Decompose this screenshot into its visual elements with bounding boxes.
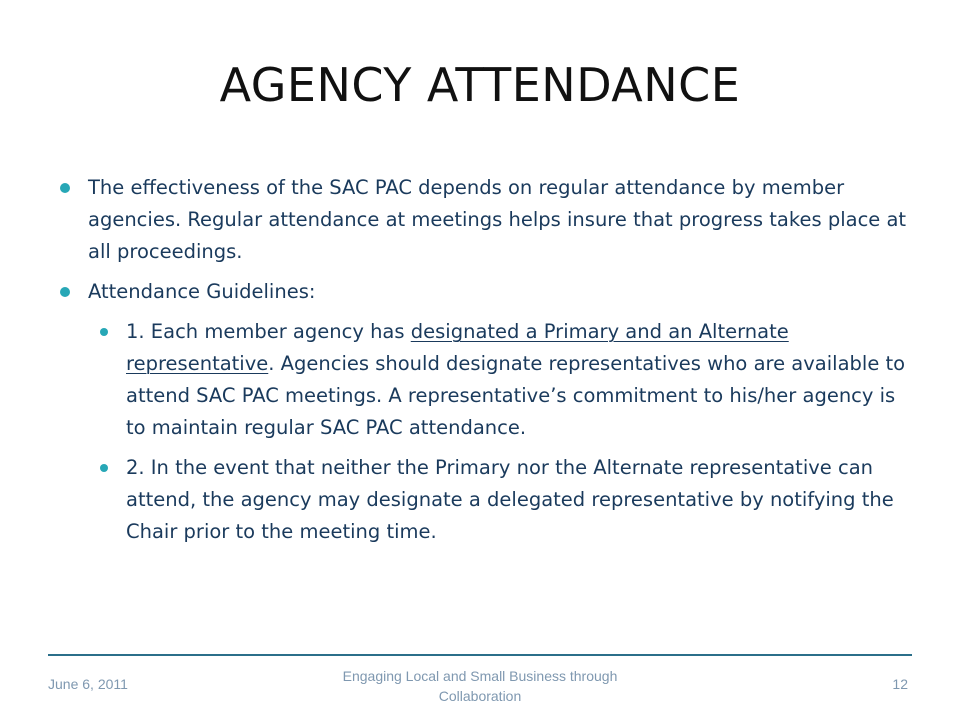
guideline-1-prefix: 1. Each member agency has <box>126 320 411 343</box>
footer-divider <box>48 654 912 656</box>
bullet-dot-icon <box>60 183 70 193</box>
guideline-1-underlined: designated a Primary and an Alternate representative <box>126 320 789 375</box>
guideline-2-text: 2. In the event that neither the Primary nor the Alternate representative can attend, the agency may designate a delegated representative by notifying the Chair prior to the meeting time. <box>126 456 894 543</box>
bullet-text: The effectiveness of the SAC PAC depends on regular attendance by member agencies. Regular attendance at meetings helps insure that progress takes place at all proceedings. <box>88 176 907 263</box>
bullet-attendance-guidelines <box>60 276 910 308</box>
footer-title: Engaging Local and Small Business through Collaboration <box>342 668 618 704</box>
bullet-text: Attendance Guidelines: <box>88 280 316 303</box>
bullet-dot-icon <box>100 464 108 472</box>
sub-bullet-guideline-1 <box>100 316 910 444</box>
guideline-1-suffix: . Agencies should designate representatives who are available to attend SAC PAC meetings. A representative’s commitment to his/her agency is to maintain regular SAC PAC attendance. <box>126 352 906 439</box>
slide-title: AGENCY ATTENDANCE <box>219 58 741 112</box>
page-number: 12 <box>892 676 908 692</box>
bullet-dot-icon <box>100 328 108 336</box>
bullet-effectiveness <box>60 172 910 268</box>
sub-bullet-guideline-2 <box>100 452 910 548</box>
footer-date: June 6, 2011 <box>48 676 128 692</box>
slide-body <box>60 172 910 556</box>
bullet-dot-icon <box>60 287 70 297</box>
